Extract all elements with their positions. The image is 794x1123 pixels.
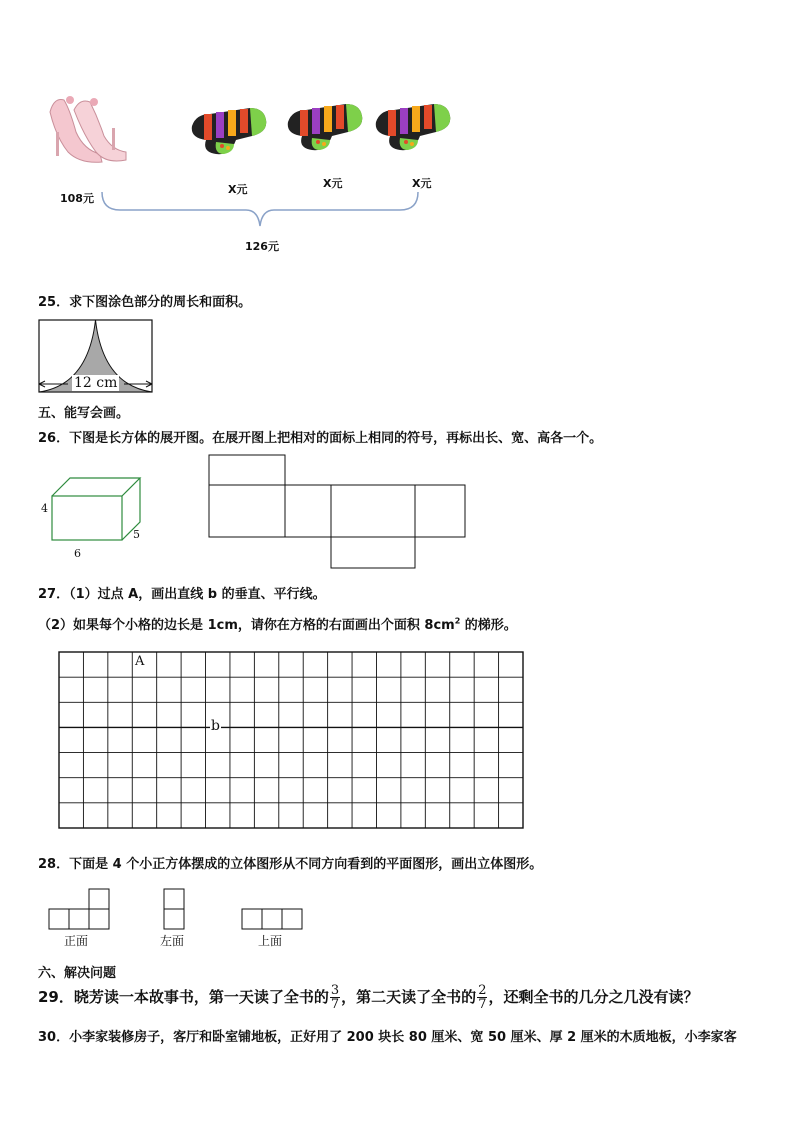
front-view-label: 正面 — [64, 934, 89, 948]
left-view — [163, 888, 187, 932]
q27-part1: 27．（1）过点 A，画出直线 b 的垂直、平行线。 — [38, 587, 326, 602]
cuboid-length-label: 6 — [74, 547, 81, 560]
q29-mid: ，第二天读了全书的 — [341, 988, 477, 1006]
q27-part2-sup: 2 — [454, 616, 461, 626]
socks-image-2 — [282, 96, 366, 156]
section-6-heading: 六、解决问题 — [38, 966, 117, 981]
q25-text: 25．求下图涂色部分的周长和面积。 — [38, 295, 252, 310]
sock-price-1: X元 — [228, 183, 248, 196]
fraction-2-denominator: 7 — [478, 997, 487, 1012]
section-5-heading: 五、能写会画。 — [38, 406, 130, 421]
fraction-1-numerator: 3 — [330, 983, 340, 998]
fraction-1-denominator: 7 — [330, 997, 340, 1012]
q27-part2 — [38, 614, 517, 633]
shoes-image — [40, 92, 130, 177]
q29-text — [38, 984, 698, 1011]
fraction-3-7 — [330, 984, 340, 1011]
fraction-2-7 — [477, 984, 487, 1011]
left-view-label: 左面 — [160, 934, 185, 948]
q27-part2-text: （2）如果每个小格的边长是 1cm，请你在方格的右面画出个面积 8cm — [38, 618, 455, 633]
q26-text: 26．下图是长方体的展开图。在展开图上把相对的面标上相同的符号，再标出长、宽、高各一个。 — [38, 431, 603, 446]
front-view — [48, 888, 112, 932]
q27-part2-tail: 的梯形。 — [460, 618, 517, 633]
top-view-label: 上面 — [258, 934, 283, 948]
line-b-label: b — [211, 718, 220, 734]
cuboid-height-label: 4 — [41, 502, 48, 515]
q29-post: ，还剩全书的几分之几没有读？ — [488, 988, 699, 1006]
q25-dim-label: 12 cm — [74, 375, 118, 391]
q30-text: 30．小李家装修房子，客厅和卧室铺地板，正好用了 200 块长 80 厘米、宽 50 厘米、厚 2 厘米的木质地板，小李家客 — [38, 1030, 737, 1045]
q29-pre: 29．晓芳读一本故事书，第一天读了全书的 — [38, 988, 329, 1006]
cuboid-width-label: 5 — [133, 528, 140, 541]
top-view — [241, 908, 305, 932]
square-grid — [58, 651, 524, 831]
socks-image-1 — [186, 100, 270, 160]
total-price: 126元 — [245, 240, 279, 253]
fraction-2-numerator: 2 — [478, 983, 487, 998]
socks-image-3 — [370, 96, 454, 156]
total-brace — [100, 190, 420, 230]
sock-price-2: X元 — [323, 177, 343, 190]
shoes-price: 108元 — [60, 192, 94, 205]
q28-text: 28．下面是 4 个小正方体摆成的立体图形从不同方向看到的平面图形，画出立体图形。 — [38, 857, 543, 872]
cuboid-net — [208, 454, 468, 570]
point-a-label: A — [135, 654, 145, 669]
sock-price-3: X元 — [412, 177, 432, 190]
cuboid-figure — [50, 476, 142, 542]
